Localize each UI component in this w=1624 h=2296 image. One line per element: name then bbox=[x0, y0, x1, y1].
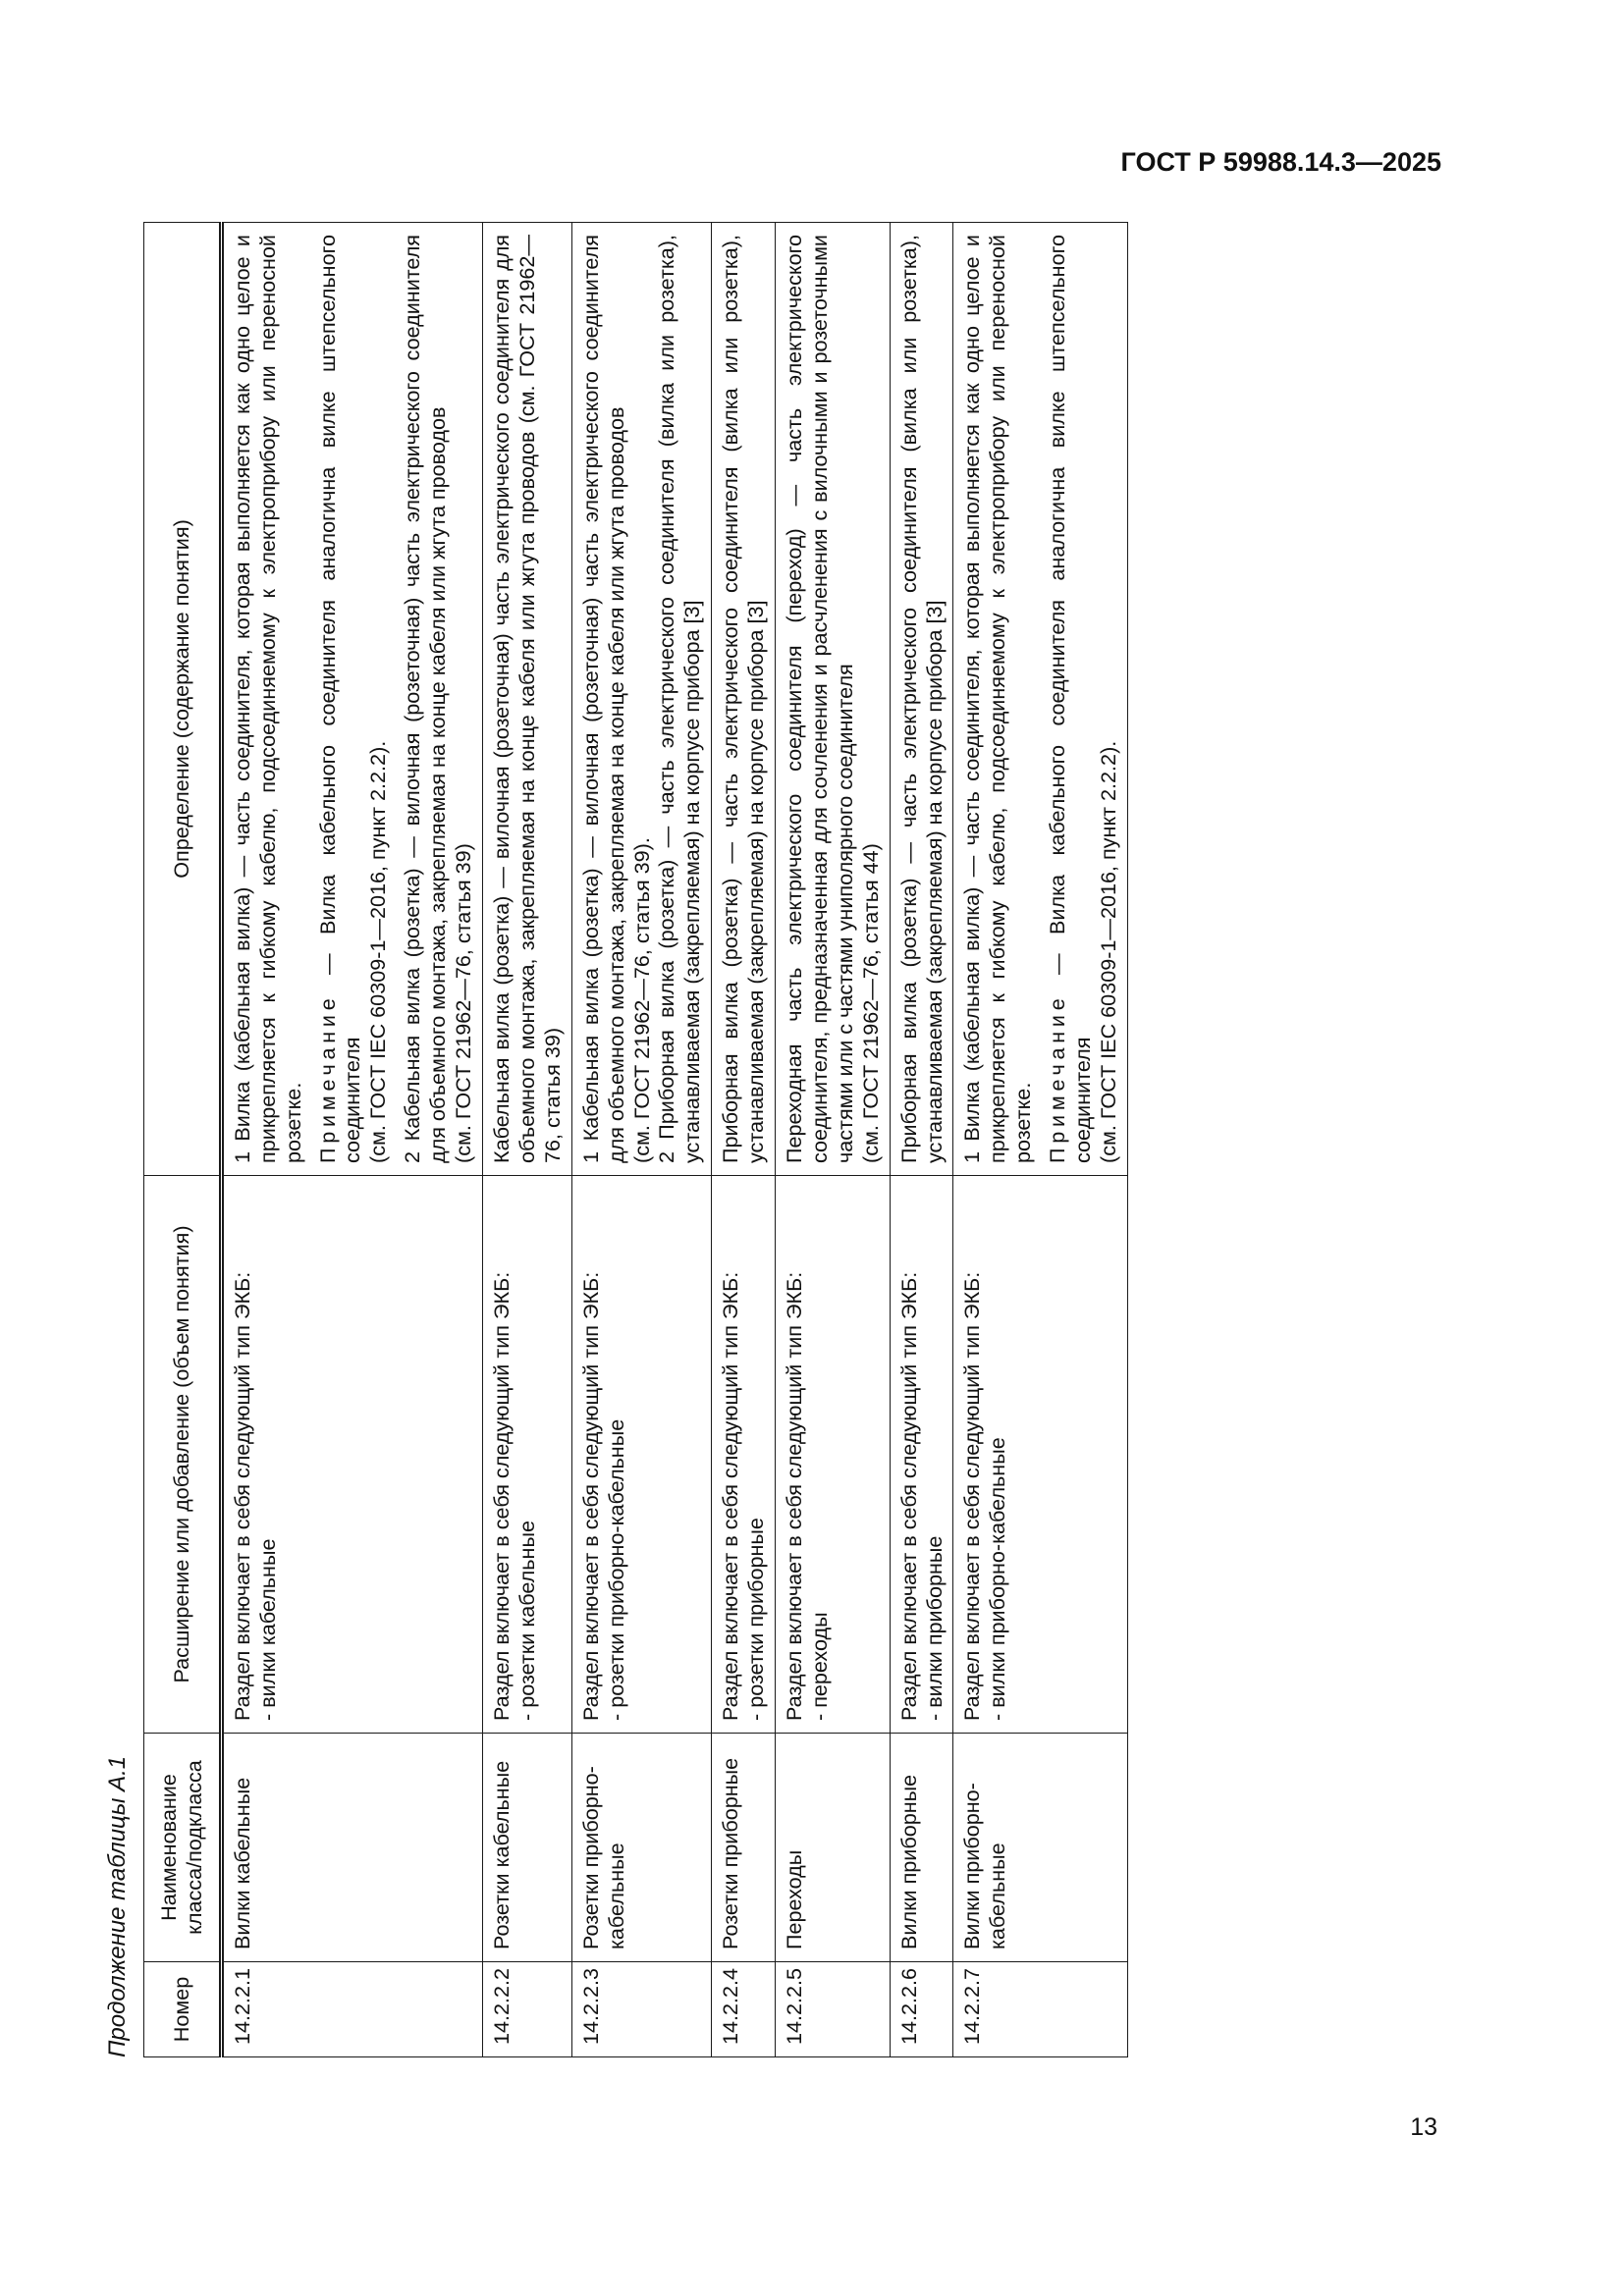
row-number: 14.2.2.3 bbox=[571, 1962, 712, 2057]
header-number: Номер bbox=[144, 1962, 222, 2057]
extension-line: - переходы bbox=[806, 1612, 832, 1721]
row-extension bbox=[712, 1176, 776, 1734]
row-definition bbox=[221, 223, 482, 1176]
table-body bbox=[221, 223, 1127, 2057]
definition-paragraph: 1 Вилка (кабельная вилка) — часть соединителя, которая выполняется как одно целое и прикрепляется к гибкому кабелю, подсоединяемому к электроприбору или переносной розетке. bbox=[229, 235, 305, 1163]
document-standard-code: ГОСТ Р 59988.14.3—2025 bbox=[1120, 147, 1441, 177]
extension-line: - вилки кабельные bbox=[254, 1538, 280, 1721]
definition-paragraph: Приборная вилка (розетка) — часть электрического соединителя (вилка или розетка), устанавливаемая (закрепляемая) на корпусе прибора [3] bbox=[895, 235, 947, 1163]
table-row bbox=[776, 223, 891, 2057]
row-extension bbox=[953, 1176, 1127, 1734]
row-extension bbox=[221, 1176, 482, 1734]
header-name: Наименование класса/подкласса bbox=[144, 1734, 222, 1962]
row-definition bbox=[776, 223, 891, 1176]
table-row bbox=[221, 223, 482, 2057]
row-extension bbox=[890, 1176, 953, 1734]
definition-paragraph: 1 Вилка (кабельная вилка) — часть соединителя, которая выполняется как одно целое и прикрепляется к гибкому кабелю, подсоединяемому к электроприбору или переносной розетке. bbox=[959, 235, 1036, 1163]
definition-paragraph: 1 Кабельная вилка (розетка) — вилочная (розеточная) часть электрического соединителя для объемного монтажа, закрепляемая на конце кабеля или жгута проводов (см. ГОСТ 21962—76, статья 39). 2 Приборная вилка (розетка) — часть электрического соединителя (вилка или розетка), устанавливаемая (закрепляемая) на корпусе прибора [3] bbox=[577, 235, 705, 1163]
extension-line: Раздел включает в себя следующий тип ЭКБ: bbox=[895, 1271, 921, 1721]
extension-line: - розетки приборно-кабельные bbox=[603, 1418, 628, 1721]
row-class-name: Розетки приборно-кабельные bbox=[571, 1734, 712, 1962]
extension-line: Раздел включает в себя следующий тип ЭКБ: bbox=[577, 1271, 603, 1721]
table-caption: Продолжение таблицы А.1 bbox=[104, 1755, 131, 2057]
extension-line: Раздел включает в себя следующий тип ЭКБ: bbox=[782, 1271, 807, 1721]
row-number: 14.2.2.2 bbox=[482, 1962, 571, 2057]
note-label: Примечание bbox=[1045, 993, 1070, 1163]
header-definition: Определение (содержание понятия) bbox=[144, 223, 222, 1176]
rotated-table-region bbox=[100, 227, 1445, 2067]
extension-line: - вилки приборные bbox=[921, 1535, 947, 1721]
table-row bbox=[953, 223, 1127, 2057]
row-number: 14.2.2.5 bbox=[776, 1962, 891, 2057]
row-extension bbox=[776, 1176, 891, 1734]
definitions-table bbox=[143, 222, 1128, 2057]
extension-line: Раздел включает в себя следующий тип ЭКБ: bbox=[959, 1271, 985, 1721]
header-extension: Расширение или добавление (объем понятия) bbox=[144, 1176, 222, 1734]
row-extension bbox=[571, 1176, 712, 1734]
extension-line: - розетки кабельные bbox=[514, 1521, 539, 1721]
extension-line: Раздел включает в себя следующий тип ЭКБ: bbox=[488, 1271, 514, 1721]
definition-note bbox=[315, 235, 392, 1163]
extension-line: Раздел включает в себя следующий тип ЭКБ: bbox=[229, 1271, 254, 1721]
definition-paragraph: 2 Кабельная вилка (розетка) — вилочная (розеточная) часть электрического соединителя для объемного монтажа, закрепляемая на конце кабеля или жгута проводов (см. ГОСТ 21962—76, статья 39) bbox=[400, 235, 476, 1163]
row-extension bbox=[482, 1176, 571, 1734]
note-label: Примечание bbox=[314, 993, 340, 1163]
page-number: 13 bbox=[1410, 2113, 1437, 2141]
table-row bbox=[890, 223, 953, 2057]
row-class-name: Вилки приборные bbox=[890, 1734, 953, 1962]
row-definition bbox=[890, 223, 953, 1176]
row-class-name: Розетки приборные bbox=[712, 1734, 776, 1962]
row-number: 14.2.2.7 bbox=[953, 1962, 1127, 2057]
extension-line: - розетки приборные bbox=[743, 1518, 769, 1721]
row-definition bbox=[953, 223, 1127, 1176]
row-class-name: Вилки приборно-кабельные bbox=[953, 1734, 1127, 1962]
row-definition bbox=[571, 223, 712, 1176]
definition-note bbox=[1045, 235, 1121, 1163]
row-definition bbox=[712, 223, 776, 1176]
table-row bbox=[712, 223, 776, 2057]
row-class-name: Вилки кабельные bbox=[221, 1734, 482, 1962]
definition-paragraph: Приборная вилка (розетка) — часть электрического соединителя (вилка или розетка), устанавливаемая (закрепляемая) на корпусе прибора [3] bbox=[718, 235, 769, 1163]
row-class-name: Переходы bbox=[776, 1734, 891, 1962]
definition-paragraph: Кабельная вилка (розетка) — вилочная (розеточная) часть электрического соединителя для объемного монтажа, закрепляемая на конце кабеля или жгута проводов (см. ГОСТ 21962—76, статья 39) bbox=[488, 235, 565, 1163]
table-row bbox=[482, 223, 571, 2057]
table-row bbox=[571, 223, 712, 2057]
note-text: — Вилка кабельного соединителя аналогична вилке штепсельного соединителя (см. ГОСТ IEC 60309-1—2016, пункт 2.2.2). bbox=[314, 235, 391, 1163]
definition-paragraph: Переходная часть электрического соединителя (переход) — часть электрического соединителя, предназначенная для сочленения и расчленения с вилочными и розеточными частями или с частями униполярного соединителя (см. ГОСТ 21962—76, статья 44) bbox=[782, 235, 883, 1163]
extension-line: Раздел включает в себя следующий тип ЭКБ: bbox=[718, 1271, 743, 1721]
row-class-name: Розетки кабельные bbox=[482, 1734, 571, 1962]
row-definition bbox=[482, 223, 571, 1176]
note-text: — Вилка кабельного соединителя аналогична вилке штепсельного соединителя (см. ГОСТ IEC 60309-1—2016, пункт 2.2.2). bbox=[1045, 235, 1120, 1163]
row-number: 14.2.2.6 bbox=[890, 1962, 953, 2057]
row-number: 14.2.2.1 bbox=[221, 1962, 482, 2057]
table-header-row bbox=[144, 223, 222, 2057]
row-number: 14.2.2.4 bbox=[712, 1962, 776, 2057]
extension-line: - вилки приборно-кабельные bbox=[985, 1437, 1010, 1721]
